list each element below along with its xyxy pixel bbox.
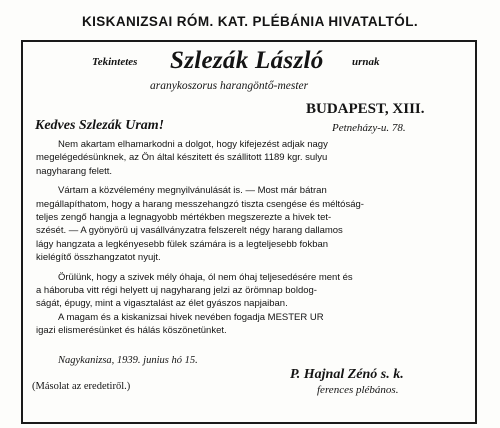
body-line: A magam és a kiskanizsai hivek nevében fogadja MESTER UR bbox=[58, 311, 324, 323]
paragraph-3 bbox=[36, 271, 470, 311]
place-date: Nagykanizsa, 1939. junius hó 15. bbox=[58, 355, 198, 366]
paragraph-2 bbox=[36, 184, 470, 264]
signer-title: ferences plébános. bbox=[317, 384, 399, 396]
body-line: igazi elismerésünket és hálás köszönetünket. bbox=[36, 325, 227, 337]
body-line: ságát, épugy, mint a vigasztalást az élet gyászos napjaiban. bbox=[36, 298, 288, 310]
body-line: megállapíthatom, hogy a harang messzehangzó tiszta csengése és méltóság- bbox=[36, 198, 364, 210]
body-line: Örülünk, hogy a szivek mély óhaja, ól nem óhaj teljesedésére ment és bbox=[58, 271, 353, 283]
recipient-city: BUDAPEST, XIII. bbox=[306, 101, 425, 117]
body-line: Vártam a közvélemény megnyilvánulását is. — Most már bátran bbox=[58, 185, 327, 197]
recipient-street: Petneházy-u. 78. bbox=[332, 122, 406, 134]
body-line: nagyharang felett. bbox=[36, 165, 113, 177]
paragraph-4 bbox=[36, 311, 470, 338]
recipient-trade: aranykoszorus harangöntő-mester bbox=[150, 80, 309, 92]
paragraph-1 bbox=[36, 138, 470, 178]
signer-name: P. Hajnal Zénó s. k. bbox=[290, 367, 404, 382]
salutation: Kedves Szlezák Uram! bbox=[35, 118, 165, 133]
body-line: lágy hangzata a legkényesebb fülek számára is a legteljesebb fokban bbox=[36, 238, 329, 250]
body-line: a háboruba vitt régi helyett uj nagyharang jelzi az örömnap boldog- bbox=[36, 285, 317, 297]
body-line: megelégedésünknek, az Ön által készitett és szállitott 1189 kgr. sulyu bbox=[36, 152, 328, 164]
body-line: teljes zengő hangja a legnagyobb mértékben megszerezte a hivek tet- bbox=[36, 212, 332, 224]
address-suffix: urnak bbox=[352, 56, 380, 68]
body-line: szését. — A gyönyörü uj vasállványzatra felszerelt négy harang dallamos bbox=[36, 225, 343, 237]
copy-note: (Másolat az eredetiről.) bbox=[32, 381, 131, 392]
letterhead: KISKANIZSAI RÓM. KAT. PLÉBÁNIA HIVATALTÓL. bbox=[81, 14, 419, 29]
recipient-name: Szlezák László bbox=[170, 47, 324, 74]
body-line: kielégítő összhangzatot nyujt. bbox=[36, 252, 161, 264]
letter-body bbox=[36, 138, 470, 338]
body-line: Nem akartam elhamarkodni a dolgot, hogy kifejezést adjak nagy bbox=[58, 139, 328, 150]
address-prefix: Tekintetes bbox=[92, 56, 138, 68]
